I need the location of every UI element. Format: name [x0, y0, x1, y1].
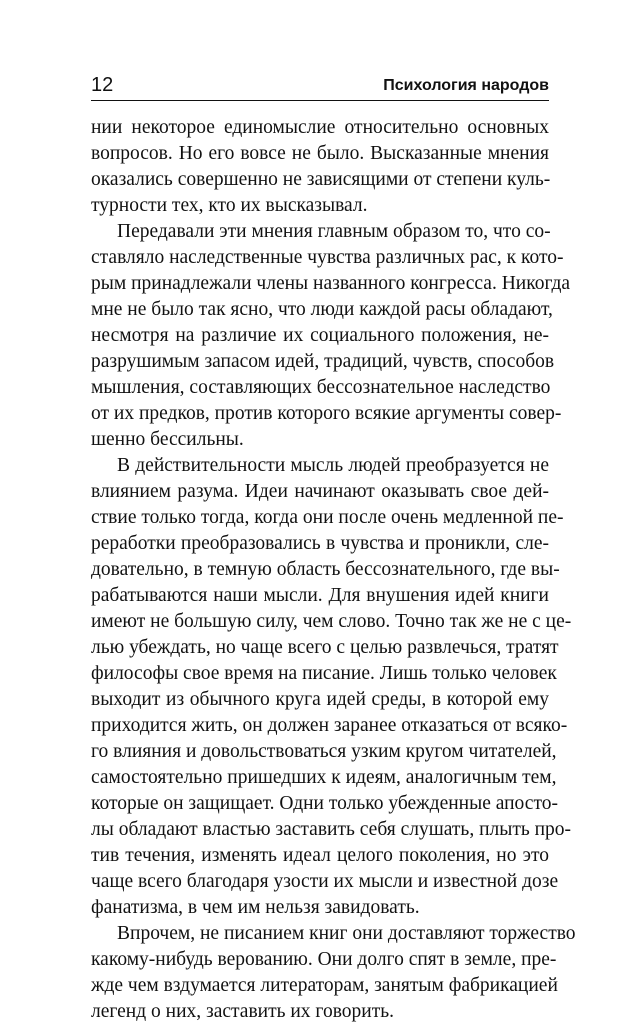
text-line: ставляло наследственные чувства различных рас, к кото- — [91, 247, 564, 268]
text-line: реработки преобразовались в чувства и проникли, сле- — [91, 533, 549, 554]
text-line: какому-нибудь верованию. Они долго спят в земле, пре- — [91, 949, 557, 970]
text-line: имеют не большую силу, чем слово. Точно так же не с це- — [91, 611, 572, 632]
paragraph — [91, 921, 576, 1025]
text-line: фанатизма, в чем им нельзя завидовать. — [91, 897, 420, 918]
paragraph — [91, 115, 549, 219]
text-line: самостоятельно пришедших к идеям, аналогичным тем, — [91, 767, 557, 788]
text-line: вопросов. Но его вовсе не было. Высказанные мнения — [91, 143, 549, 164]
text-line: которые он защищает. Одни только убежденные апосто- — [91, 793, 558, 814]
text-line: разрушимым запасом идей, традиций, чувств, способов — [91, 351, 555, 372]
text-line: Передавали эти мнения главным образом то, что со- — [117, 221, 551, 242]
running-title: Психология народов — [383, 77, 549, 94]
text-line: мышления, составляющих бессознательное наследство — [91, 377, 551, 398]
text-line: лы обладают властью заставить себя слушать, плыть про- — [91, 819, 572, 840]
paragraph — [91, 219, 571, 453]
text-line: жде чем вздумается литераторам, занятым фабрикацией — [91, 975, 558, 996]
text-line: шенно бессильны. — [91, 429, 244, 450]
text-line: довательно, в темную область бессознательного, где вы- — [91, 559, 560, 580]
body-text — [91, 115, 576, 1025]
page-number: 12 — [91, 74, 114, 96]
text-line: несмотря на различие их социального положения, не- — [91, 325, 549, 346]
text-line: влиянием разума. Идеи начинают оказывать свое дей- — [91, 481, 549, 502]
text-line: чаще всего благодаря узости их мысли и известной дозе — [91, 871, 559, 892]
text-line: приходится жить, он должен заранее отказаться от всяко- — [91, 715, 568, 736]
running-header — [91, 71, 549, 101]
text-line: нии некоторое единомыслие относительно основных — [91, 117, 549, 138]
text-line: от их предков, против которого всякие аргументы совер- — [91, 403, 562, 424]
text-line: тив течения, изменять идеал целого поколения, но это — [91, 845, 549, 866]
text-line: турности тех, кто их высказывал. — [91, 195, 368, 216]
text-line: оказались совершенно не зависящими от степени куль- — [91, 169, 551, 190]
text-line: го влияния и довольствоваться узким кругом читателей, — [91, 741, 557, 762]
text-line: Впрочем, не писанием книг они доставляют торжество — [117, 923, 576, 944]
text-line: В действительности мысль людей преобразуется не — [117, 455, 549, 476]
text-line: рым принадлежали члены названного конгресса. Никогда — [91, 273, 571, 294]
header-rule — [91, 100, 549, 101]
text-line: рабатываются наши мысли. Для внушения идей книги — [91, 585, 549, 606]
paragraph — [91, 453, 572, 921]
text-line: философы свое время на писание. Лишь только человек — [91, 663, 557, 684]
text-line: легенд о них, заставить их говорить. — [91, 1001, 394, 1022]
text-line: ствие только тогда, когда они после очень медленной пе- — [91, 507, 564, 528]
text-line: лью убеждать, но чаще всего с целью развлечься, тратят — [91, 637, 559, 658]
text-line: выходит из обычного круга идей среды, в которой ему — [91, 689, 549, 710]
text-line: мне не было так ясно, что люди каждой расы обладают, — [91, 299, 553, 320]
